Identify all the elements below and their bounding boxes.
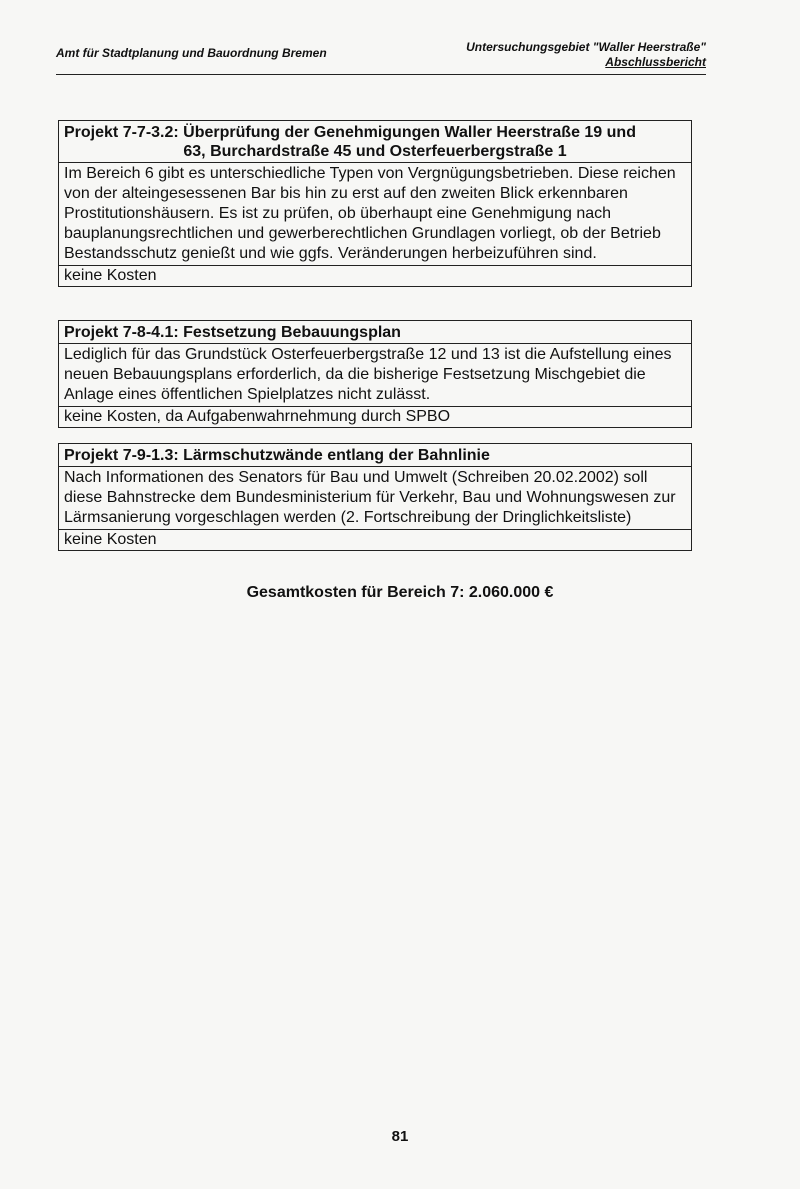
project-cost: keine Kosten — [64, 267, 157, 284]
page-number: 81 — [391, 1128, 409, 1145]
project-box-7-9-1-3 — [58, 443, 692, 551]
project-title: Projekt 7-8-4.1: Festsetzung Bebauungsplan — [59, 321, 691, 344]
project-title-line1: Projekt 7-7-3.2: Überprüfung der Genehmigungen Waller Heerstraße 19 und — [64, 124, 636, 141]
header-study-area: Untersuchungsgebiet "Waller Heerstraße" — [466, 40, 706, 54]
project-box-7-7-3-2 — [58, 120, 692, 287]
project-box-7-8-4-1 — [58, 320, 692, 428]
project-cost: keine Kosten, da Aufgabenwahrnehmung durch SPBO — [64, 408, 451, 425]
project-title — [59, 121, 691, 163]
project-description: Im Bereich 6 gibt es unterschiedliche Typen von Vergnügungsbetrieben. Diese reichen von der alteingesessenen Bar bis hin zu erst auf den zweiten Blick erkennbaren Prostitutionshäusern. Es ist zu prüfen, ob überhaupt eine Genehmigung nach bauplanungsrechtlichen und gewerberechtlichen Grundlagen vorliegt, ob der Betrieb Bestandsschutz genießt und wie ggfs. Veränderungen herbeizuführen sind. — [59, 163, 691, 266]
project-description: Nach Informationen des Senators für Bau und Umwelt (Schreiben 20.02.2002) soll diese Bahnstrecke dem Bundesministerium für Verkehr, Bau und Wohnungswesen zur Lärmsanierung vorgeschlagen werden (2. Fortschreibung der Dringlichkeitsliste) — [59, 467, 691, 530]
total-costs: Gesamtkosten für Bereich 7: 2.060.000 € — [246, 584, 554, 601]
page-header — [56, 40, 706, 75]
project-title-line2: 63, Burchardstraße 45 und Osterfeuerbergstraße 1 — [183, 143, 567, 160]
project-description: Lediglich für das Grundstück Osterfeuerbergstraße 12 und 13 ist die Aufstellung eines neuen Bebauungsplans erforderlich, da die bisherige Festsetzung Mischgebiet die Anlage eines öffentlichen Spielplatzes nicht zulässt. — [59, 344, 691, 407]
project-cost: keine Kosten — [64, 531, 157, 548]
header-report-type: Abschlussbericht — [605, 55, 706, 69]
header-report-title — [466, 40, 706, 70]
project-title: Projekt 7-9-1.3: Lärmschutzwände entlang der Bahnlinie — [59, 444, 691, 467]
header-authority: Amt für Stadtplanung und Bauordnung Bremen — [56, 46, 327, 60]
